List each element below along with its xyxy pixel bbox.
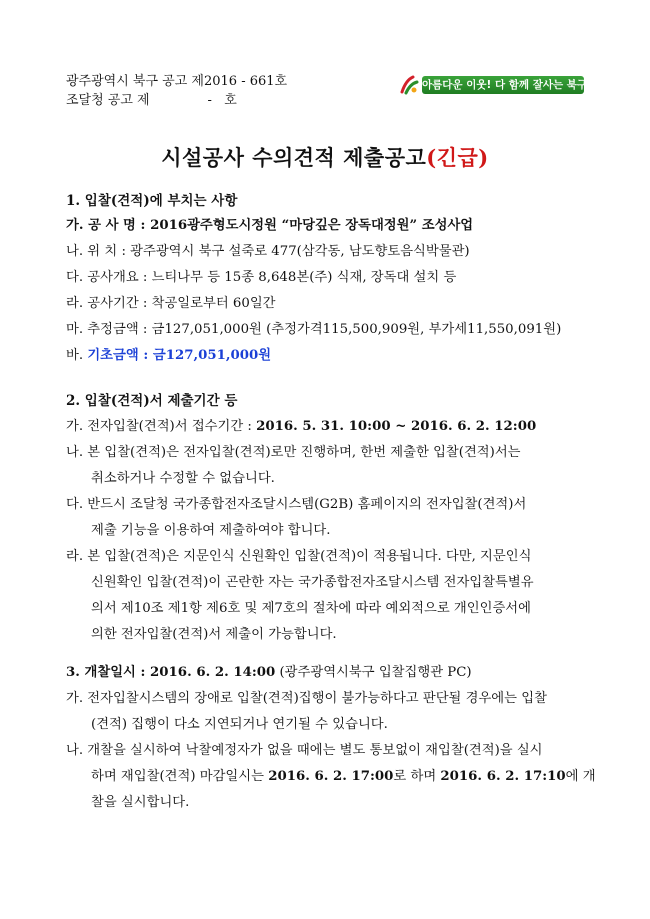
title-urgent-tag: (긴급) [426,145,489,170]
section1-item-ga: 가. 공 사 명 : 2016광주형도시정원 “마당깊은 장독대정원” 조성사업 [66,218,474,233]
base-amount: 기초금액 : 금127,051,000원 [87,348,272,363]
section2-item-ra-line2: 신원확인 입찰(견적)이 곤란한 자는 국가종합전자조달시스템 전자입찰특별유 [91,575,534,590]
page-title [0,142,650,172]
submission-period: 2016. 5. 31. 10:00 ~ 2016. 6. 2. 12:00 [256,419,537,434]
rebid-text-c: 로 하며 [393,769,441,784]
notice-number-block [66,72,287,110]
notice-number-procurement: 조달청 공고 제 - 호 [66,93,237,108]
section2-item-na-line2: 취소하거나 수정할 수 없습니다. [91,471,275,486]
section3-item-ga-line2: (견적) 집행이 다소 지연되거나 연기될 수 있습니다. [91,717,388,732]
section2-item-da-line1: 다. 반드시 조달청 국가종합전자조달시스템(G2B) 홈페이지의 전자입찰(견적)서 [66,497,527,512]
section3-heading-bold: 3. 개찰일시 : 2016. 6. 2. 14:00 [66,665,276,680]
section3-item-na-line3: 찰을 실시합니다. [91,795,190,810]
section1-item-ra: 라. 공사기간 : 착공일로부터 60일간 [66,296,276,311]
section2-item-ra-line3: 의서 제10조 제1항 제6호 및 제7호의 절차에 따라 예외적으로 개인인증서에 [91,601,531,616]
section2-item-na-line1: 나. 본 입찰(견적)은 전자입찰(견적)로만 진행하며, 한번 제출한 입찰(견적)서는 [66,445,521,460]
section1-item-ma: 마. 추정금액 : 금127,051,000원 (추정가격115,500,909원, 부가세11,550,091원) [66,322,562,337]
title-main: 시설공사 수의견적 제출공고 [161,145,427,170]
section2-item-ga [66,415,536,434]
rebid-deadline: 2016. 6. 2. 17:00 [268,769,394,784]
section3-heading-rest: (광주광역시북구 입찰집행관 PC) [275,665,472,680]
rebid-opening-time: 2016. 6. 2. 17:10 [440,769,566,784]
section3-item-ga-line1: 가. 전자입찰시스템의 장애로 입찰(견적)집행이 불가능하다고 판단될 경우에는 입찰 [66,691,547,706]
section2-item-ga-prefix: 가. 전자입찰(견적)서 접수기간 : [66,419,257,434]
section2-heading: 2. 입찰(견적)서 제출기간 등 [66,393,238,409]
section2-item-ra-line4: 의한 전자입찰(견적)서 제출이 가능합니다. [91,627,337,642]
section1-heading: 1. 입찰(견적)에 부치는 사항 [66,193,238,209]
section1-item-da: 다. 공사개요 : 느티나무 등 15종 8,648본(주) 식재, 장독대 설치 등 [66,270,457,285]
section1-item-ba-prefix: 바. [66,348,88,363]
bukgu-logo-icon [398,74,420,96]
notice-number-district: 광주광역시 북구 공고 제2016 - 661호 [66,74,288,89]
section1-item-ba [66,344,271,363]
section3-heading [66,661,472,680]
section2-item-da-line2: 제출 기능을 이용하여 제출하여야 합니다. [91,523,331,538]
section3-item-na-line1: 나. 개찰을 실시하여 낙찰예정자가 없을 때에는 별도 통보없이 재입찰(견적)을 실시 [66,743,543,758]
section2-item-ra-line1: 라. 본 입찰(견적)은 지문인식 신원확인 입찰(견적)이 적용됩니다. 다만, 지문인식 [66,549,532,564]
slogan-text: 아름다운 이웃! 다 함께 잘사는 북구 [422,76,584,94]
section1-item-na: 나. 위 치 : 광주광역시 북구 설죽로 477(삼각동, 남도향토음식박물관) [66,244,470,259]
rebid-text-e: 에 개 [565,769,596,784]
rebid-text-a: 하며 재입찰(견적) 마감일시는 [91,769,269,784]
slogan-banner [398,74,588,96]
section3-item-na-line2 [91,765,596,784]
